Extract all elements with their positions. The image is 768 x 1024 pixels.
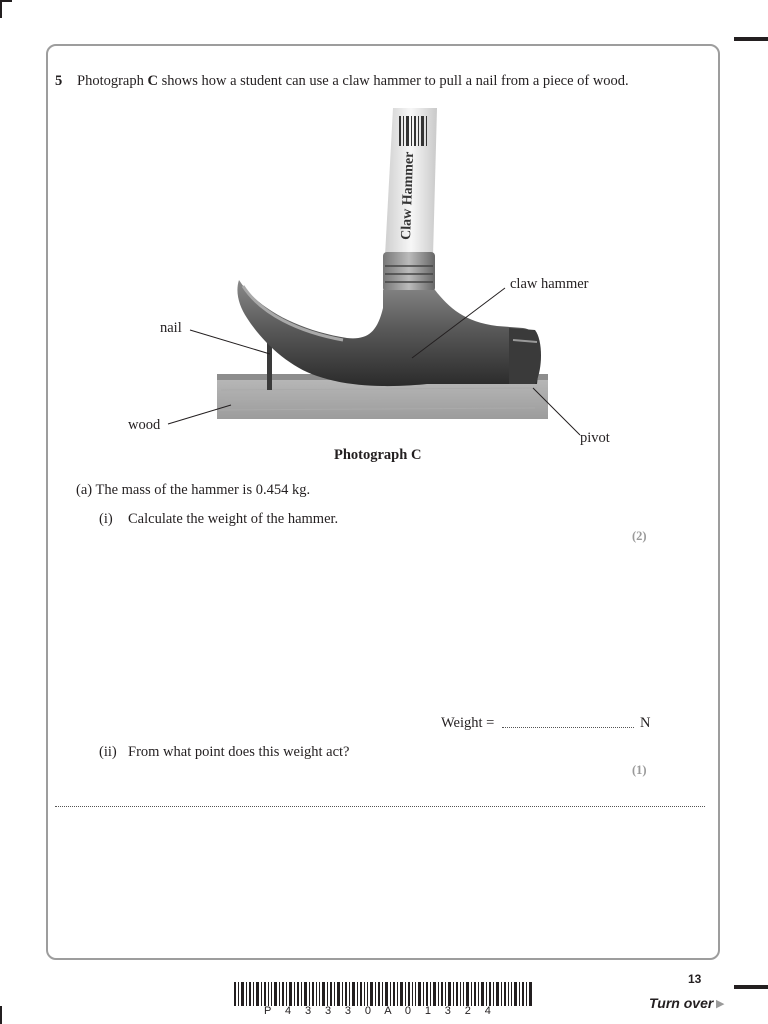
turn-over-text: Turn over bbox=[649, 995, 714, 1011]
part-a-i-number: (i) bbox=[99, 511, 113, 527]
part-a-ii-number: (ii) bbox=[99, 744, 117, 760]
intro-post: shows how a student can use a claw hammer to pull a nail from a piece of wood. bbox=[157, 73, 629, 89]
label-pivot: pivot bbox=[580, 430, 610, 446]
turn-over-arrow-icon: ▶ bbox=[716, 997, 725, 1010]
label-claw-hammer: claw hammer bbox=[510, 276, 589, 292]
part-a-ii-marks: (1) bbox=[632, 763, 647, 777]
part-a-i-text: Calculate the weight of the hammer. bbox=[128, 511, 339, 527]
photograph-caption: Photograph C bbox=[334, 447, 422, 463]
svg-text:Claw Hammer: Claw Hammer bbox=[399, 151, 418, 241]
page-number: 13 bbox=[688, 972, 702, 986]
part-a-i-marks: (2) bbox=[632, 529, 647, 543]
part-a-ii-text: From what point does this weight act? bbox=[128, 744, 350, 760]
weight-answer-line[interactable] bbox=[502, 713, 634, 728]
part-a-stem: (a) The mass of the hammer is 0.454 kg. bbox=[76, 482, 311, 498]
part-a-ii-answer-line[interactable] bbox=[55, 798, 705, 807]
answer-label: Weight = bbox=[441, 715, 495, 731]
label-nail: nail bbox=[160, 320, 182, 336]
label-wood: wood bbox=[128, 417, 161, 433]
question-number: 5 bbox=[55, 73, 63, 89]
answer-unit: N bbox=[640, 715, 651, 731]
intro-pre: Photograph bbox=[77, 73, 148, 89]
barcode bbox=[234, 982, 534, 1006]
barcode-number: P 4 3 3 3 0 A 0 1 3 2 4 bbox=[264, 1005, 497, 1017]
intro-bold: C bbox=[147, 73, 158, 89]
